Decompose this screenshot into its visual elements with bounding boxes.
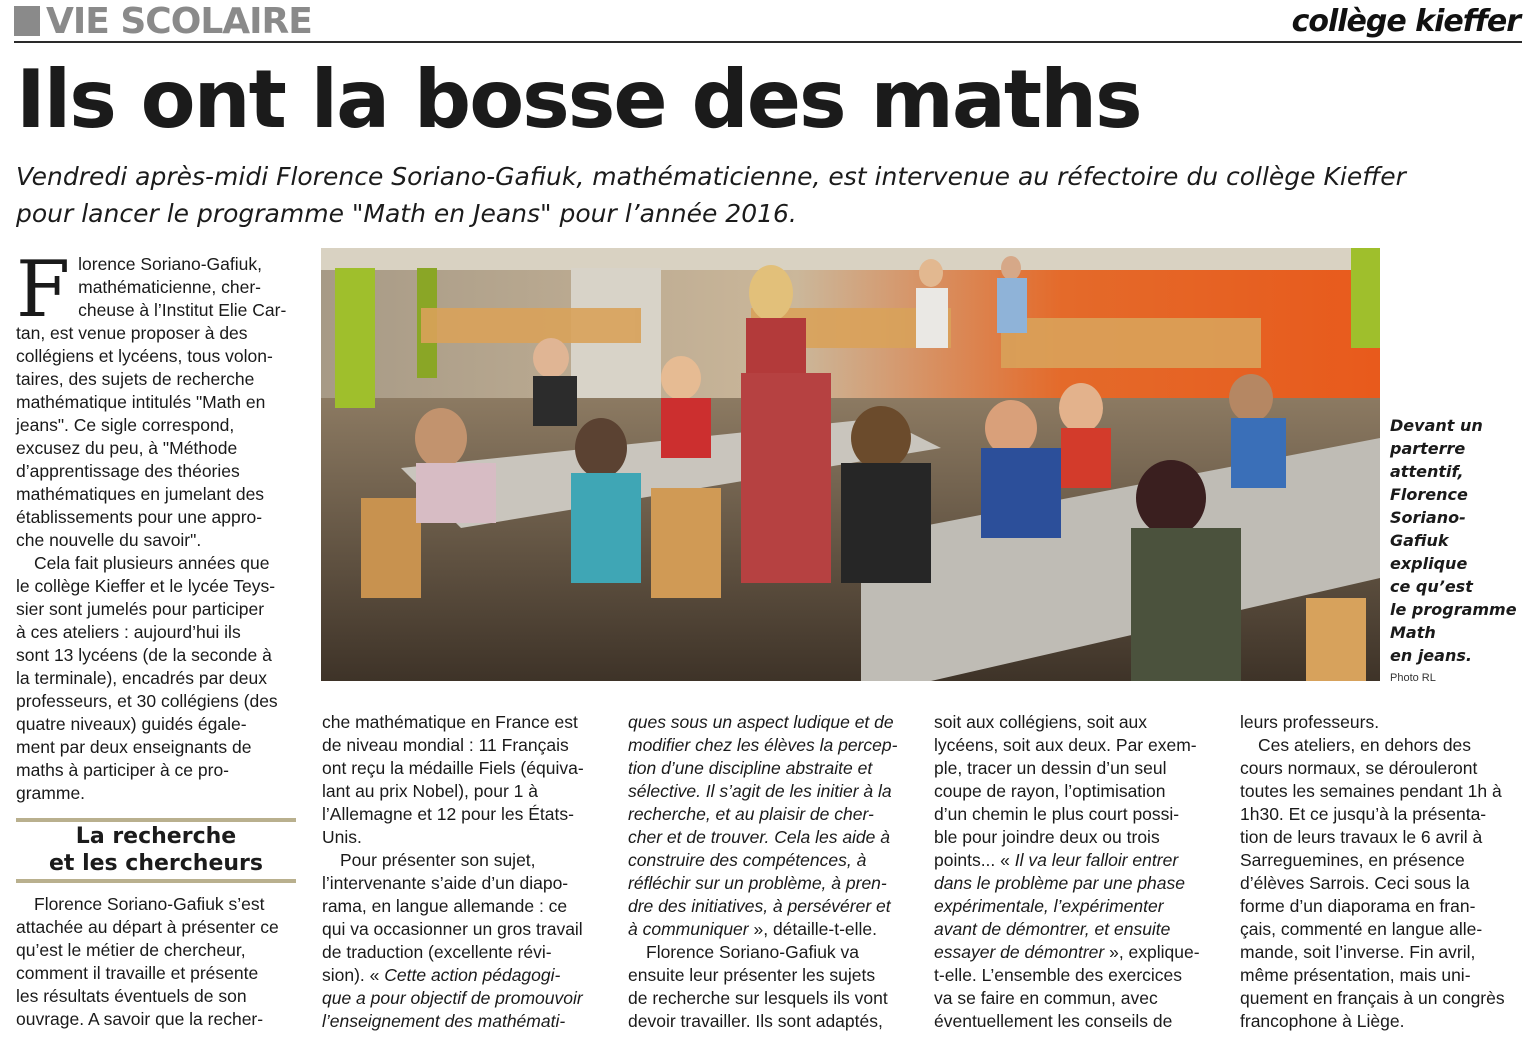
text-line: sont 13 lycéens (de la seconde à <box>16 645 272 665</box>
text-line: tan, est venue proposer à des <box>16 323 248 343</box>
text-line: forme d’un diaporama en fran- <box>1240 896 1476 916</box>
text-line: toutes les semaines pendant 1h à <box>1240 781 1502 801</box>
text-line: mande, soit l’inverse. Fin avril, <box>1240 942 1476 962</box>
text-line: lycéens, soit aux deux. Par exem- <box>934 735 1197 755</box>
caption-line: le programme <box>1390 600 1517 619</box>
text-line: devoir travailler. Ils sont adaptés, <box>628 1011 883 1031</box>
text-run: points... « <box>934 850 1015 870</box>
text-line: à ces ateliers : aujourd’hui ils <box>16 622 241 642</box>
text-line: Cela fait plusieurs années que <box>34 553 270 573</box>
text-line: de recherche sur lesquels ils vont <box>628 988 888 1008</box>
text-line: ouvrage. A savoir que la recher- <box>16 1009 264 1029</box>
text-run-italic: Cette action pédagogi- <box>384 965 561 985</box>
text-line: jeans". Ce sigle correspond, <box>16 415 235 435</box>
text-line: de traduction (excellente révi- <box>322 942 552 962</box>
text-line: les résultats éventuels de son <box>16 986 247 1006</box>
text-line-mixed <box>934 849 1214 872</box>
text-line: qu’est le métier de chercheur, <box>16 940 246 960</box>
subhead <box>16 823 296 877</box>
text-line: expérimentale, l’expérimenter <box>934 896 1164 916</box>
paragraph-2 <box>16 552 296 805</box>
drop-cap: F <box>16 245 71 335</box>
text-line: qui va occasionner un gros travail <box>322 919 583 939</box>
text-line: Florence Soriano-Gafiuk va <box>646 942 860 962</box>
text-line: rama, en langue allemande : ce <box>322 896 568 916</box>
column-3 <box>628 711 908 1033</box>
column-2 <box>322 711 602 1033</box>
subhead-line: La recherche <box>75 824 237 849</box>
text-line: lorence Soriano-Gafiuk, <box>78 254 262 274</box>
text-line: construire des compétences, à <box>628 850 867 870</box>
text-line: che nouvelle du savoir". <box>16 530 202 550</box>
standfirst-line: pour lancer le programme "Math en Jeans" pour l’année 2016. <box>16 199 797 228</box>
column-1 <box>16 245 296 805</box>
text-line: d’apprentissage des théories <box>16 461 240 481</box>
text-line: l’intervenante s’aide d’un diapo- <box>322 873 569 893</box>
text-run-italic: Il va leur falloir entrer <box>1014 850 1179 870</box>
text-line: cours normaux, se dérouleront <box>1240 758 1478 778</box>
text-line: professeurs, et 30 collégiens (des <box>16 691 278 711</box>
subhead-line: et les chercheurs <box>48 851 264 876</box>
column-5 <box>1240 711 1520 1033</box>
text-line: dre des initiatives, à persévérer et <box>628 896 891 916</box>
photo-caption <box>1390 414 1530 667</box>
column-4 <box>934 711 1214 1033</box>
text-line: ble pour joindre deux ou trois <box>934 827 1160 847</box>
text-line: cher et de trouver. Cela les aide à <box>628 827 890 847</box>
caption-line: Florence <box>1390 485 1468 504</box>
text-line: recherche, et au plaisir de cher- <box>628 804 874 824</box>
text-line: tion de leurs travaux le 6 avril à <box>1240 827 1483 847</box>
locale-label: collège kieffer <box>1291 4 1520 39</box>
standfirst <box>16 158 1516 232</box>
text-line: éventuellement les conseils de <box>934 1011 1173 1031</box>
text-line: lant au prix Nobel), pour 1 à <box>322 781 538 801</box>
text-line: tion d’une discipline abstraite et <box>628 758 873 778</box>
text-line: d’un chemin le plus court possi- <box>934 804 1180 824</box>
text-line: ques sous un aspect ludique et de <box>628 712 894 732</box>
text-line: excusez du peu, à "Méthode <box>16 438 238 458</box>
text-run: », détaille-t-elle. <box>748 919 878 939</box>
standfirst-line: Vendredi après-midi Florence Soriano-Gafiuk, mathématicienne, est intervenue au réfectoire du collège Kieffer <box>16 162 1406 191</box>
text-line: avant de démontrer, et ensuite <box>934 919 1171 939</box>
text-line: ple, tracer un dessin d’un seul <box>934 758 1167 778</box>
text-line-mixed <box>628 918 908 941</box>
text-line: mathématique intitulés "Math en <box>16 392 266 412</box>
caption-line: Gafiuk <box>1390 531 1449 550</box>
text-line: ment par deux enseignants de <box>16 737 252 757</box>
text-line: d’élèves Sarrois. Ceci sous la <box>1240 873 1470 893</box>
text-line: même présentation, mais uni- <box>1240 965 1471 985</box>
caption-line: Soriano- <box>1390 508 1466 527</box>
subhead-rule-top <box>16 818 296 822</box>
text-line: çais, commenté en langue alle- <box>1240 919 1483 939</box>
photo-credit: Photo RL <box>1390 672 1436 684</box>
text-line: comment il travaille et présente <box>16 963 259 983</box>
text-line: maths à participer à ce pro- <box>16 760 230 780</box>
caption-line: explique <box>1390 554 1468 573</box>
text-line: coupe de rayon, l’optimisation <box>934 781 1166 801</box>
rubric-label: VIE SCOLAIRE <box>46 0 312 42</box>
text-line: va se faire en commun, avec <box>934 988 1158 1008</box>
text-line: cheuse à l’Institut Elie Car- <box>78 300 287 320</box>
text-line: de niveau mondial : 11 Français <box>322 735 569 755</box>
column-1-continued <box>16 893 296 1031</box>
text-line: Ces ateliers, en dehors des <box>1258 735 1472 755</box>
text-line: 1h30. Et ce jusqu’à la présenta- <box>1240 804 1487 824</box>
text-line: mathématiques en jumelant des <box>16 484 265 504</box>
text-line: ensuite leur présenter les sujets <box>628 965 876 985</box>
text-run: », explique- <box>1104 942 1200 962</box>
caption-line: Devant un <box>1390 416 1483 435</box>
subhead-rule-bottom <box>16 879 296 883</box>
text-line: quatre niveaux) guidés égale- <box>16 714 247 734</box>
caption-line: parterre <box>1390 439 1466 458</box>
text-line: collégiens et lycéens, tous volon- <box>16 346 273 366</box>
text-line: l’enseignement des mathémati- <box>322 1011 566 1031</box>
text-line: gramme. <box>16 783 86 803</box>
text-line: modifier chez les élèves la percep- <box>628 735 898 755</box>
section-rubric <box>14 2 312 40</box>
text-line: l’Allemagne et 12 pour les États- <box>322 804 574 824</box>
text-line: Florence Soriano-Gafiuk s’est <box>34 894 265 914</box>
text-line: réfléchir sur un problème, à pren- <box>628 873 887 893</box>
caption-line: ce qu’est <box>1390 577 1473 596</box>
article-photo <box>321 248 1380 681</box>
text-line: attachée au départ à présenter ce <box>16 917 279 937</box>
text-line: che mathématique en France est <box>322 712 578 732</box>
text-line: Sarreguemines, en présence <box>1240 850 1465 870</box>
text-line: sier sont jumelés pour participer <box>16 599 265 619</box>
classroom-photo-illustration <box>321 248 1380 681</box>
text-line: le collège Kieffer et le lycée Teys- <box>16 576 276 596</box>
text-line: soit aux collégiens, soit aux <box>934 712 1148 732</box>
text-line: Unis. <box>322 827 362 847</box>
rubric-square-icon <box>14 6 40 36</box>
caption-line: Math <box>1390 623 1436 642</box>
caption-line: attentif, <box>1390 462 1464 481</box>
headline: Ils ont la bosse des maths <box>16 53 1141 146</box>
text-line: t-elle. L’ensemble des exercices <box>934 965 1183 985</box>
text-line-mixed <box>322 964 602 987</box>
text-line: leurs professeurs. <box>1240 712 1380 732</box>
text-line-mixed <box>934 941 1214 964</box>
text-line: sélective. Il s’agit de les initier à la <box>628 781 892 801</box>
text-line: dans le problème par une phase <box>934 873 1186 893</box>
text-run-italic: essayer de démontrer <box>934 942 1105 962</box>
text-line: que a pour objectif de promouvoir <box>322 988 583 1008</box>
caption-line: en jeans. <box>1390 646 1472 665</box>
text-line: ont reçu la médaille Fiels (équiva- <box>322 758 584 778</box>
text-line: mathématicienne, cher- <box>78 277 261 297</box>
text-line: taires, des sujets de recherche <box>16 369 255 389</box>
text-line: établissements pour une appro- <box>16 507 263 527</box>
text-line: la terminale), encadrés par deux <box>16 668 267 688</box>
text-line: francophone à Liège. <box>1240 1011 1405 1031</box>
text-run-italic: à communiquer <box>628 919 749 939</box>
text-line: quement en français à un congrès <box>1240 988 1505 1008</box>
text-line: Pour présenter son sujet, <box>340 850 536 870</box>
text-run: sion). « <box>322 965 385 985</box>
header-rule <box>14 41 1522 43</box>
